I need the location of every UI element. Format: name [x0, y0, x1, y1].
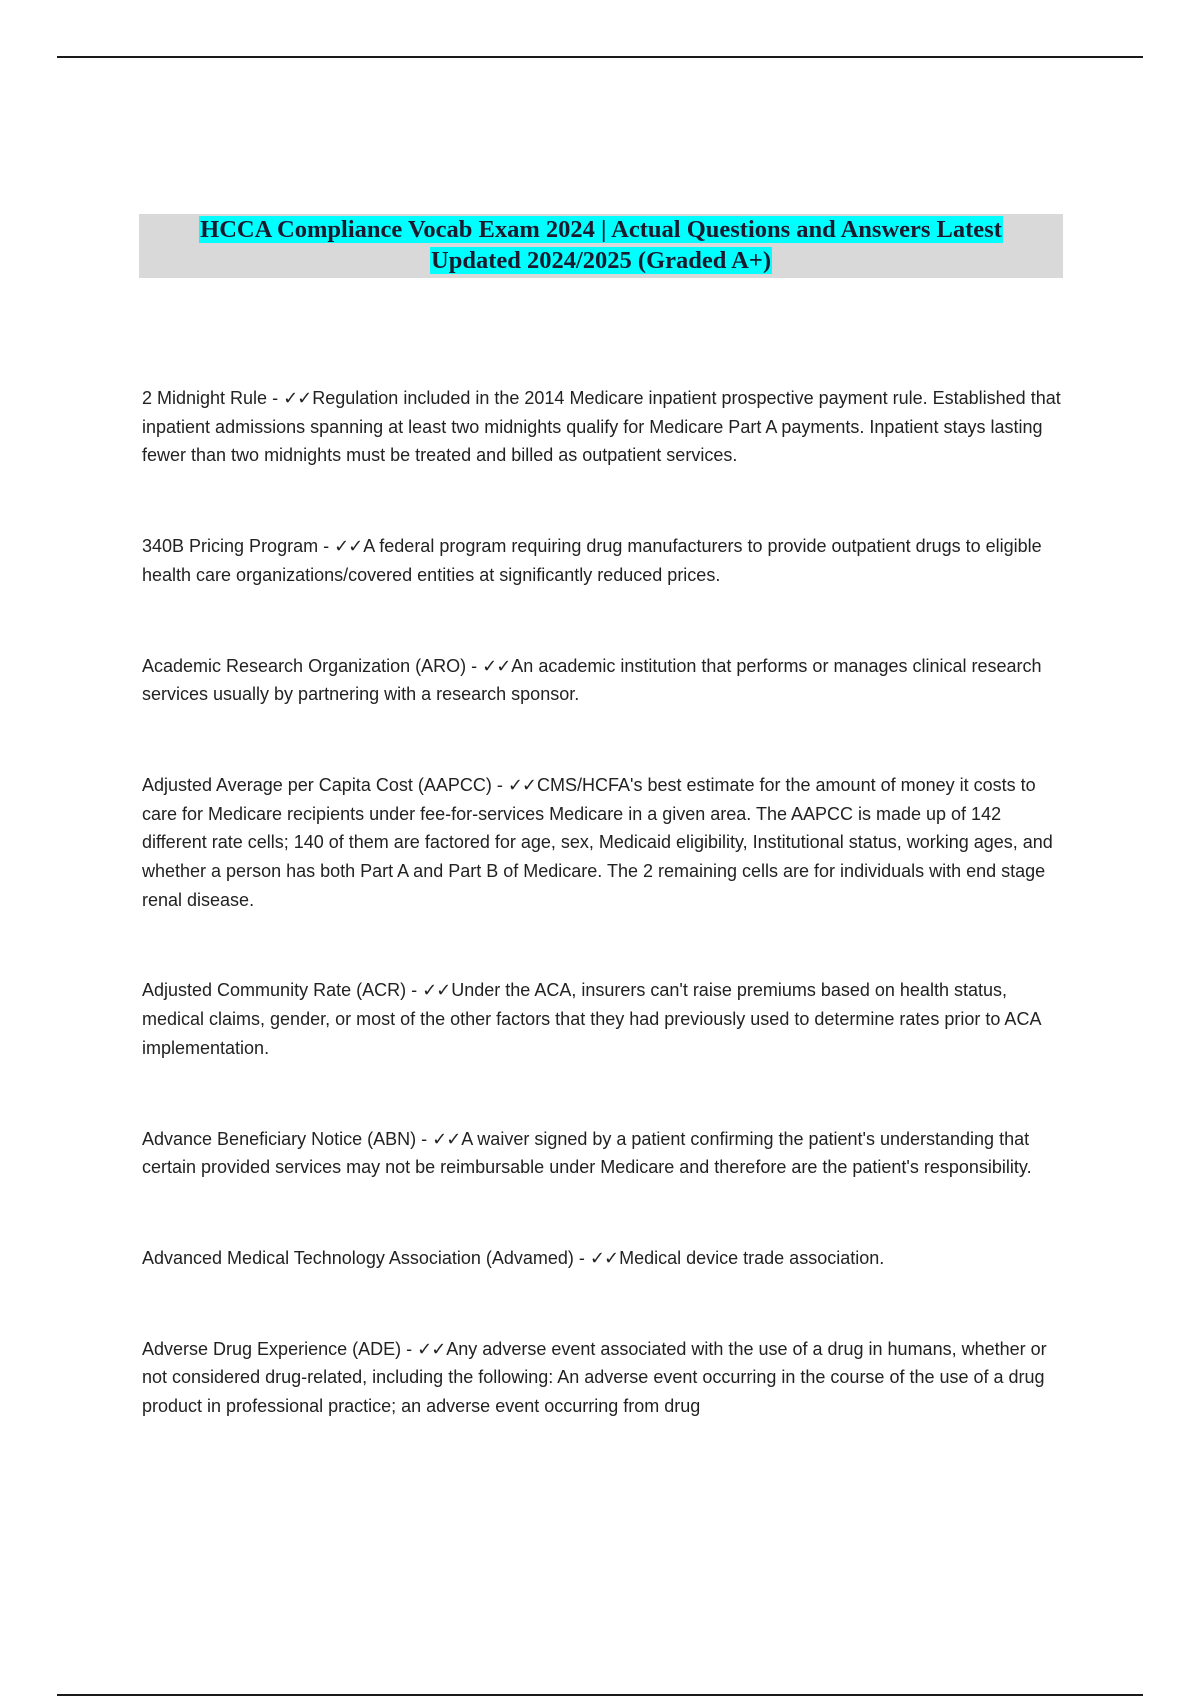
entry-term: 2 Midnight Rule — [142, 388, 268, 408]
entry-separator: - — [318, 536, 335, 557]
entry-separator: - — [401, 1338, 418, 1359]
checkmark-icon: ✓✓ — [334, 536, 363, 557]
vocab-entry — [142, 1244, 1062, 1273]
entry-separator: - — [267, 388, 284, 408]
vocab-entry — [142, 384, 1062, 470]
vocab-entry — [142, 976, 1062, 1062]
checkmark-icon: ✓✓ — [589, 1247, 619, 1268]
entry-definition: A federal program requiring drug manufacturers to provide outpatient drugs to eligible health care organizations/covered entities at significantly reduced prices. — [142, 536, 1042, 585]
entry-term: Adjusted Average per Capita Cost (AAPCC) — [142, 774, 492, 795]
entry-separator: - — [406, 980, 423, 1001]
checkmark-icon: ✓✓ — [507, 774, 537, 795]
entry-term: Advance Beneficiary Notice (ABN) — [142, 1128, 417, 1149]
entry-term: Adjusted Community Rate (ACR) — [142, 980, 407, 1001]
checkmark-icon: ✓✓ — [417, 1338, 446, 1359]
checkmark-icon: ✓✓ — [283, 388, 312, 408]
vocab-entry — [142, 771, 1062, 915]
entry-definition: Medical device trade association. — [619, 1247, 885, 1268]
entry-definition: Regulation included in the 2014 Medicare inpatient prospective payment rule. Established that inpatient admissions spanning at least two midnights qualify for Medicare Part A payments. Inpatient stays lasting fewer than two midnights must be treated and billed as outpatient services. — [142, 388, 1061, 466]
entry-separator: - — [491, 774, 508, 795]
entry-definition: Any adverse event associated with the use of a drug in humans, whether or not considered drug-related, including the following: An adverse event occurring in the course of the use of a drug product in professional practice; an adverse event occurring from drug — [142, 1338, 1047, 1417]
entry-term: Academic Research Organization (ARO) — [142, 655, 467, 676]
entry-term: Advanced Medical Technology Association (Advamed) — [142, 1247, 574, 1268]
checkmark-icon: ✓✓ — [482, 655, 511, 676]
entry-definition: Under the ACA, insurers can't raise premiums based on health status, medical claims, gender, or most of the other factors that they had previously used to determine rates prior to ACA implementation. — [142, 980, 1041, 1058]
header-rule — [57, 56, 1143, 58]
entry-separator: - — [416, 1128, 433, 1149]
title-line-2: Updated 2024/2025 (Graded A+) — [431, 247, 771, 274]
entry-definition: CMS/HCFA's best estimate for the amount of money it costs to care for Medicare recipients under fee-for-services Medicare in a given area. The AAPCC is made up of 142 different rate cells; 140 of them are factored for age, sex, Medicaid eligibility, Institutional status, working ages, and whether a person has both Part A and Part B of Medicare. The 2 remaining cells are for individuals with end stage renal disease. — [142, 774, 1053, 910]
checkmark-icon: ✓✓ — [432, 1128, 461, 1149]
entry-definition: An academic institution that performs or manages clinical research services usually by partnering with a research sponsor. — [142, 655, 1042, 705]
entry-term: Adverse Drug Experience (ADE) — [142, 1338, 402, 1359]
vocab-entry — [142, 1335, 1062, 1421]
document-title — [139, 214, 1063, 278]
entry-definition: A waiver signed by a patient confirming the patient's understanding that certain provided services may not be reimbursable under Medicare and therefore are the patient's responsibility. — [142, 1128, 1032, 1178]
vocab-entry — [142, 532, 1062, 589]
vocab-entry — [142, 652, 1062, 709]
vocab-entry — [142, 1125, 1062, 1182]
entry-term: 340B Pricing Program — [142, 536, 319, 557]
entry-separator: - — [466, 655, 483, 676]
checkmark-icon: ✓✓ — [422, 980, 451, 1001]
entry-separator: - — [573, 1247, 590, 1268]
title-line-1: HCCA Compliance Vocab Exam 2024 | Actual Questions and Answers Latest — [200, 216, 1002, 243]
footer-rule — [57, 1694, 1143, 1696]
vocab-list — [142, 384, 1062, 1421]
